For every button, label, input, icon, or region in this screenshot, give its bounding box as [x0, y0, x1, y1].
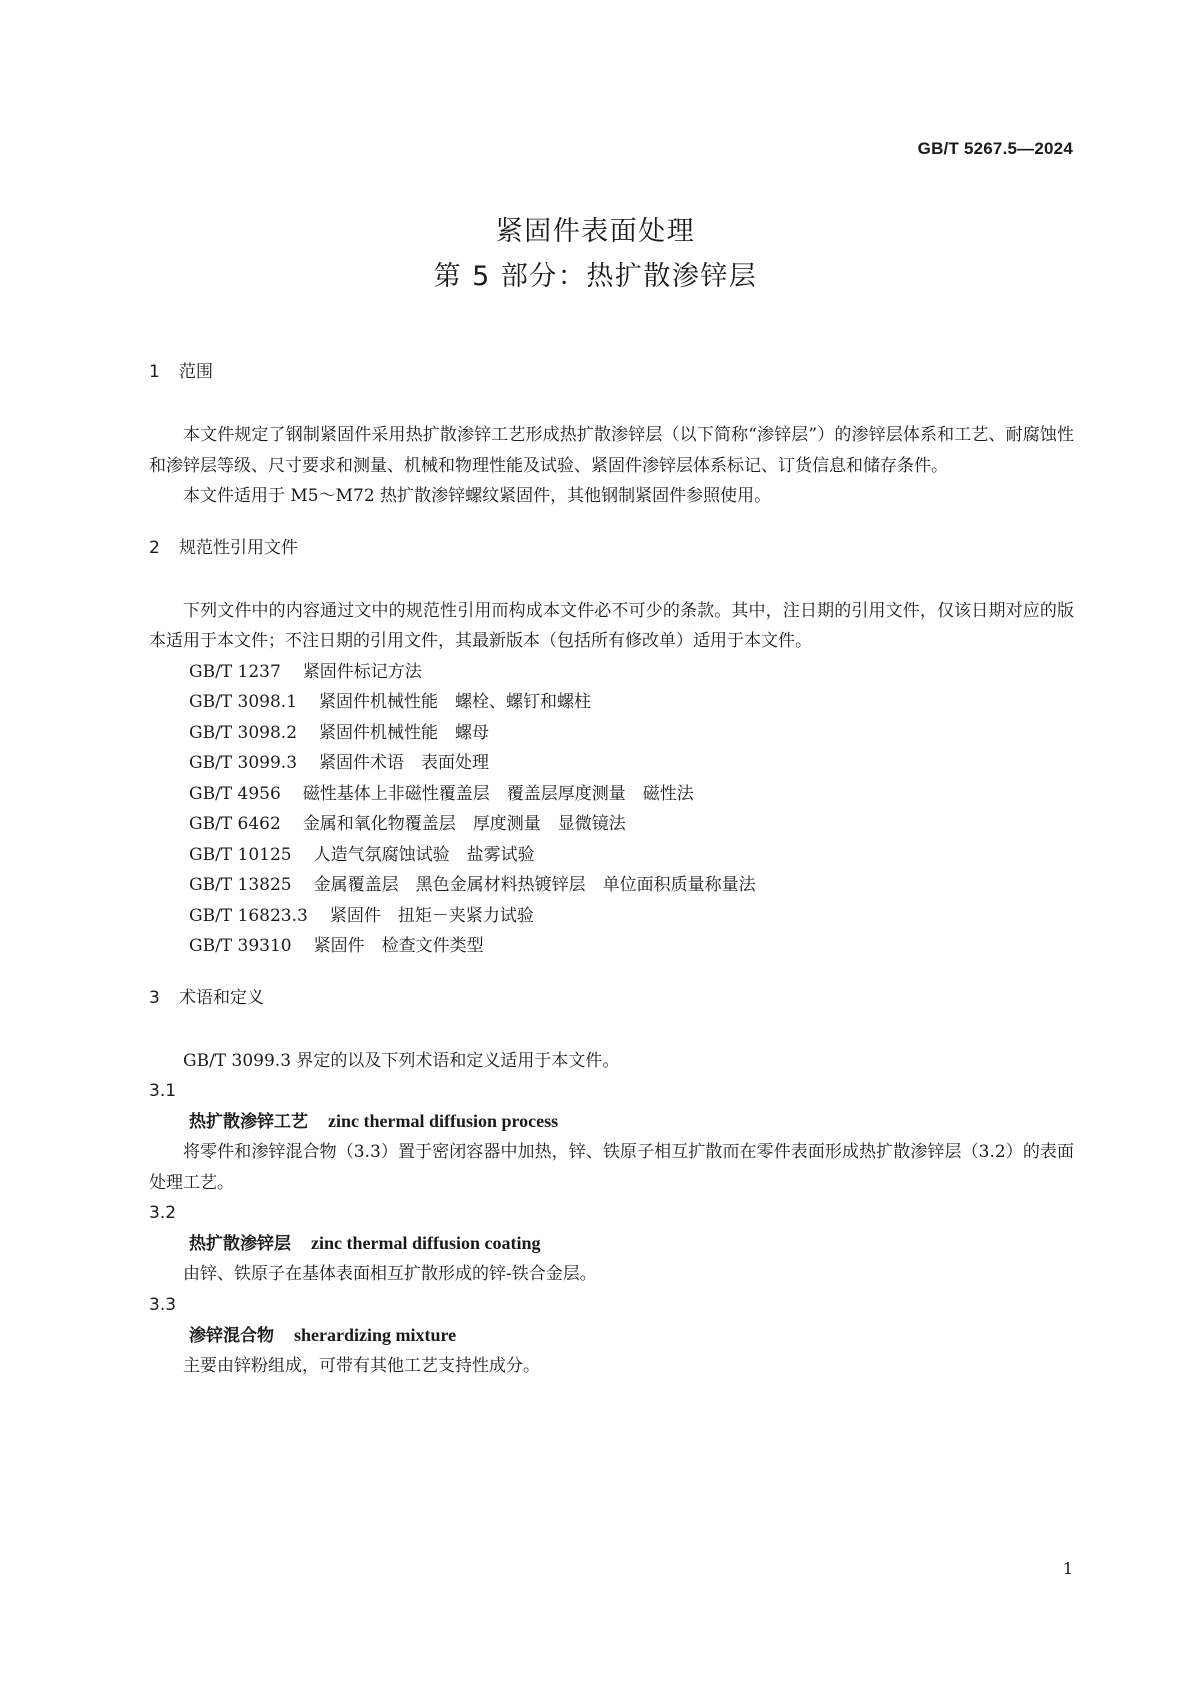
section-number: 3 [149, 987, 160, 1008]
document-title-line1: 紧固件表面处理 [495, 216, 696, 247]
reference-item [149, 870, 1074, 901]
reference-item [149, 718, 1074, 749]
reference-title: 人造气氛腐蚀试验 盐雾试验 [313, 844, 535, 865]
paragraph: 本文件适用于 M5～M72 热扩散渗锌螺纹紧固件，其他钢制紧固件参照使用。 [183, 486, 772, 506]
reference-item [149, 687, 1074, 718]
reference-code: GB/T 3098.1 [189, 692, 298, 712]
section-heading-normative-references [149, 534, 1074, 562]
section-heading-scope [149, 358, 1074, 386]
reference-code: GB/T 13825 [189, 875, 292, 895]
reference-code: GB/T 1237 [189, 661, 281, 682]
reference-item [149, 657, 1074, 688]
page-number: 1 [1062, 1559, 1073, 1578]
term-name-zh: 渗锌混合物 [189, 1325, 274, 1346]
term-definition: 主要由锌粉组成，可带有其他工艺支持性成分。 [183, 1355, 540, 1376]
section-title: 范围 [179, 362, 213, 382]
paragraph: GB/T 3099.3 界定的以及下列术语和定义适用于本文件。 [183, 1050, 620, 1071]
term-name-en: sherardizing mixture [294, 1324, 457, 1345]
reference-code: GB/T 10125 [189, 844, 292, 865]
reference-title: 紧固件术语 表面处理 [319, 753, 490, 773]
standard-code: GB/T 5267.5—2024 [917, 139, 1073, 158]
reference-title: 紧固件 扭矩－夹紧力试验 [329, 905, 534, 926]
reference-title: 紧固件标记方法 [302, 661, 422, 682]
reference-item [149, 779, 1074, 810]
term-name-en: zinc thermal diffusion process [328, 1111, 559, 1131]
paragraph: 本文件规定了钢制紧固件采用热扩散渗锌工艺形成热扩散渗锌层（以下简称“渗锌层”）的渗锌层体系和工艺、耐腐蚀性和渗锌层等级、尺寸要求和测量、机械和物理性能及试验、紧固件渗锌层体系标记、订货信息和储存条件。 [149, 425, 1074, 476]
term-name-zh: 热扩散渗锌层 [189, 1234, 291, 1254]
section-title: 规范性引用文件 [179, 537, 298, 558]
reference-item [149, 901, 1074, 932]
reference-code: GB/T 3098.2 [189, 722, 298, 743]
term-number: 3.1 [149, 1081, 177, 1101]
reference-title: 金属覆盖层 黑色金属材料热镀锌层 单位面积质量称量法 [313, 875, 756, 895]
reference-title: 磁性基体上非磁性覆盖层 覆盖层厚度测量 磁性法 [302, 783, 694, 804]
document-body [149, 358, 1074, 1381]
reference-item [149, 931, 1074, 962]
section-number: 1 [149, 362, 160, 382]
term-definition: 将零件和渗锌混合物（3.3）置于密闭容器中加热，锌、铁原子相互扩散而在零件表面形成热扩散渗锌层（3.2）的表面处理工艺。 [149, 1142, 1074, 1193]
term-definition: 由锌、铁原子在基体表面相互扩散形成的锌-铁合金层。 [183, 1264, 597, 1284]
term-name-en: zinc thermal diffusion coating [311, 1233, 541, 1253]
reference-item [149, 809, 1074, 840]
reference-item [149, 840, 1074, 871]
term-name [149, 1320, 1074, 1351]
section-heading-terms-definitions [149, 984, 1074, 1012]
term-number: 3.2 [149, 1203, 177, 1223]
section-number: 2 [149, 537, 160, 558]
reference-code: GB/T 4956 [189, 783, 281, 804]
reference-code: GB/T 39310 [189, 936, 292, 956]
reference-item [149, 748, 1074, 779]
term-name [149, 1228, 1074, 1259]
document-title-line2: 第 5 部分：热扩散渗锌层 [433, 261, 758, 292]
reference-code: GB/T 6462 [189, 814, 281, 834]
reference-title: 金属和氧化物覆盖层 厚度测量 显微镜法 [302, 814, 626, 834]
term-number: 3.3 [149, 1294, 177, 1315]
reference-code: GB/T 3099.3 [189, 753, 298, 773]
term-name [149, 1106, 1074, 1137]
reference-code: GB/T 16823.3 [189, 905, 308, 926]
term-name-zh: 热扩散渗锌工艺 [189, 1112, 308, 1132]
paragraph: 下列文件中的内容通过文中的规范性引用而构成本文件必不可少的条款。其中，注日期的引用文件，仅该日期对应的版本适用于本文件；不注日期的引用文件，其最新版本（包括所有修改单）适用于本文件。 [149, 600, 1074, 651]
reference-title: 紧固件机械性能 螺母 [319, 722, 490, 743]
reference-title: 紧固件 检查文件类型 [313, 936, 484, 956]
reference-title: 紧固件机械性能 螺栓、螺钉和螺柱 [319, 692, 592, 712]
section-title: 术语和定义 [179, 987, 264, 1008]
